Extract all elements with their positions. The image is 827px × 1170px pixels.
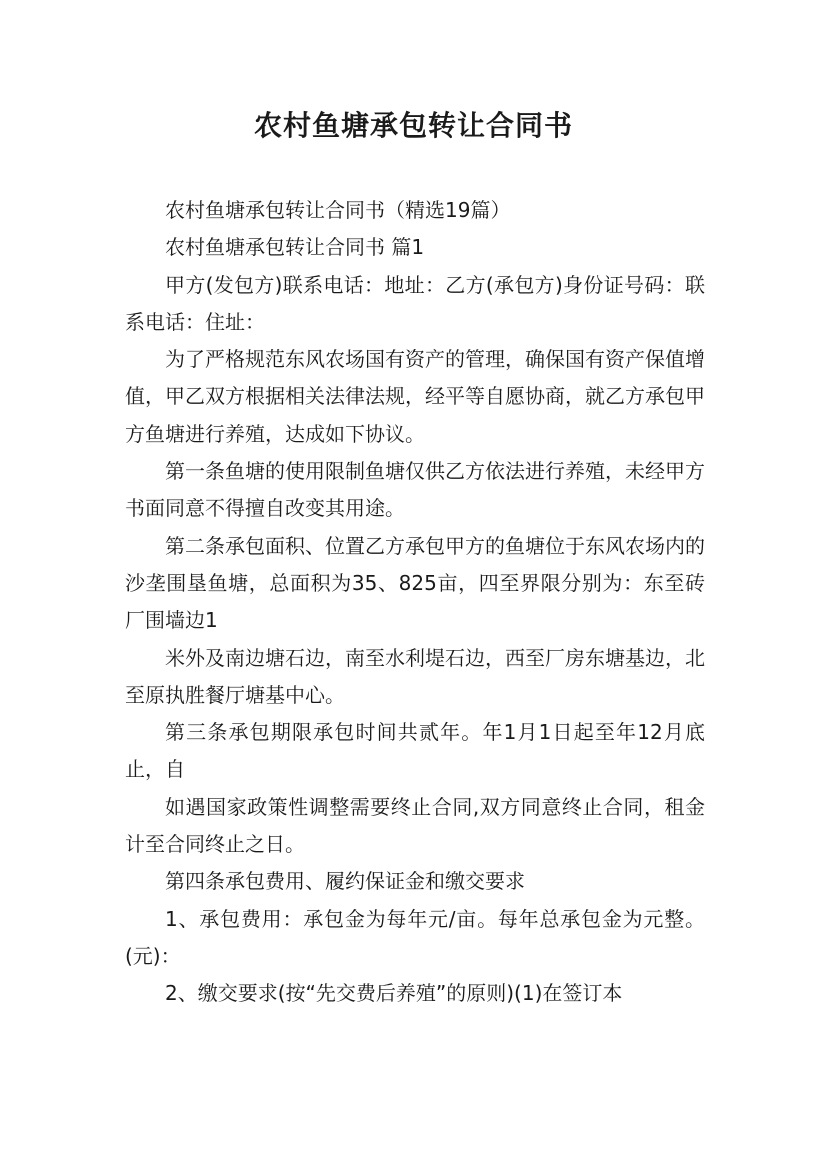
document-body (125, 192, 705, 1013)
paragraph-article-1: 第一条鱼塘的使用限制鱼塘仅供乙方依法进行养殖，未经甲方书面同意不得擅自改变其用途。 (125, 459, 705, 521)
paragraph-article-4: 第四条承包费用、履约保证金和缴交要求 (165, 869, 525, 894)
paragraph-article-3-cont: 如遇国家政策性调整需要终止合同,双方同意终止合同，租金计至合同终止之日。 (125, 794, 705, 857)
paragraph-article-2: 第二条承包面积、位置乙方承包甲方的鱼塘位于东风农场内的沙垄围垦鱼塘，总面积为35、825亩，四至界限分别为：东至砖厂围墙边1 (125, 533, 705, 633)
paragraph-article-2-cont: 米外及南边塘石边，南至水利堤石边，西至厂房东塘基边，北至原执胜餐厅塘基中心。 (125, 645, 705, 707)
paragraph-preamble: 为了严格规范东风农场国有资产的管理，确保国有资产保值增值，甲乙双方根据相关法律法规，经平等自愿协商，就乙方承包甲方鱼塘进行养殖，达成如下协议。 (125, 347, 705, 446)
paragraph-subtitle: 农村鱼塘承包转让合同书（精选19篇） (165, 198, 511, 222)
paragraph-parties: 甲方(发包方)联系电话：地址：乙方(承包方)身份证号码：联系电话：住址： (125, 272, 705, 334)
document-title: 农村鱼塘承包转让合同书 (253, 109, 573, 142)
paragraph-article-4-item-1: 1、承包费用：承包金为每年元/亩。每年总承包金为元整。(元)： (125, 906, 705, 968)
paragraph-article-4-item-2: 2、缴交要求(按“先交费后养殖”的原则)(1)在签订本 (165, 981, 623, 1006)
paragraph-section-heading: 农村鱼塘承包转让合同书 篇1 (165, 235, 425, 260)
paragraph-article-3: 第三条承包期限承包时间共贰年。年1月1日起至年12月底止，自 (125, 720, 705, 782)
